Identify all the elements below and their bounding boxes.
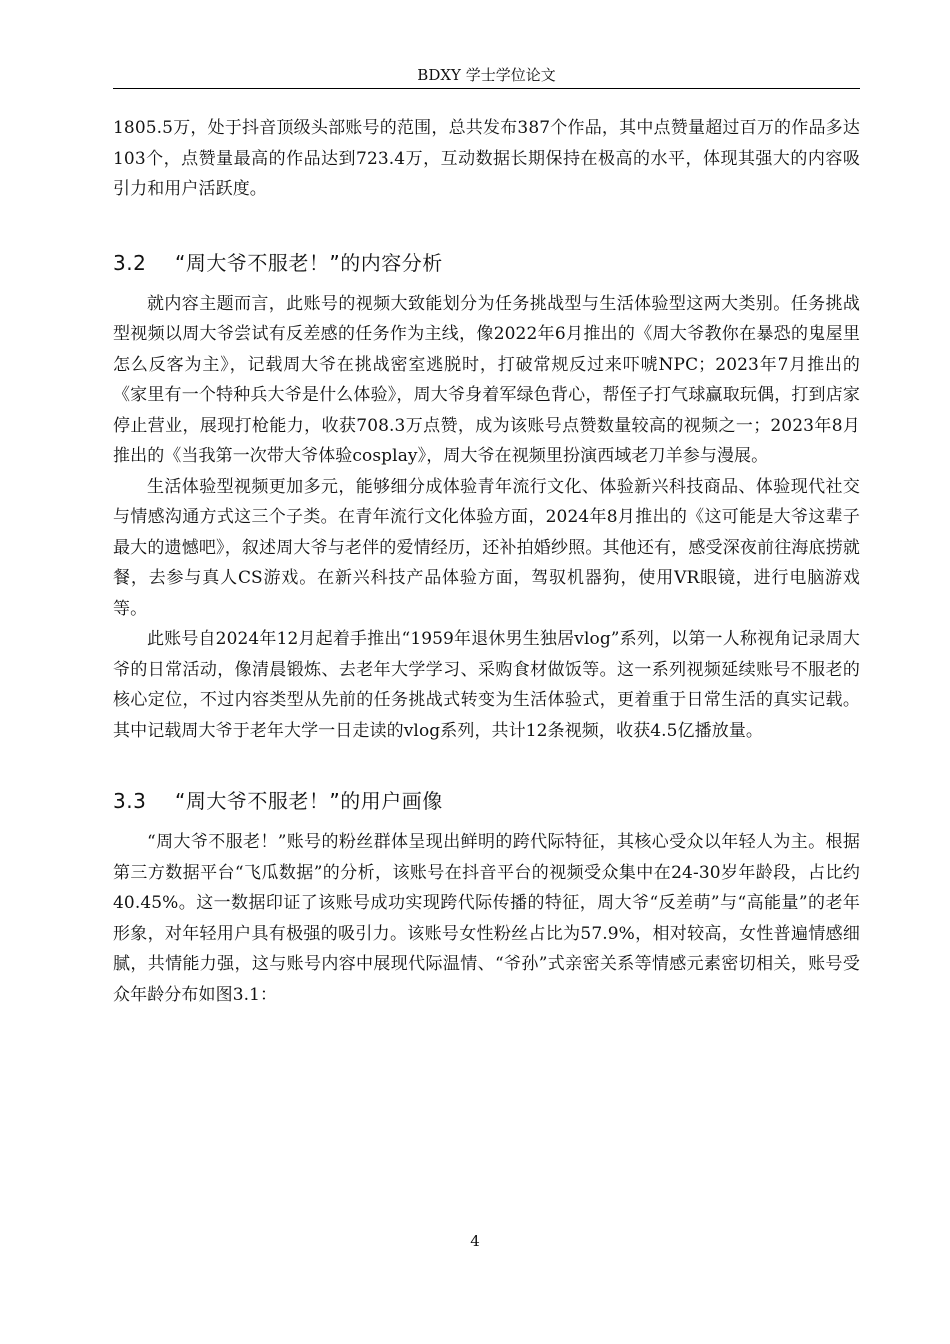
section-number: 3.2	[113, 250, 147, 275]
body-paragraph: 就内容主题而言，此账号的视频大致能划分为任务挑战型与生活体验型这两大类别。任务挑战型视频以周大爷尝试有反差感的任务作为主线，像2022年6月推出的《周大爷教你在暴恐的鬼屋里怎么反客为主》，记载周大爷在挑战密室逃脱时，打破常规反过来吓唬NPC；2023年7月推出的《家里有一个特种兵大爷是什么体验》，周大爷身着军绿色背心，帮侄子打气球赢取玩偶，打到店家停止营业，展现打枪能力，收获708.3万点赞，成为该账号点赞数量较高的视频之一；2023年8月推出的《当我第一次带大爷体验cosplay》，周大爷在视频里扮演西域老刀羊参与漫展。	[113, 293, 860, 466]
section-heading-3-2	[113, 248, 860, 278]
body-paragraph: 生活体验型视频更加多元，能够细分成体验青年流行文化、体验新兴科技商品、体验现代社交与情感沟通方式这三个子类。在青年流行文化体验方面，2024年8月推出的《这可能是大爷这辈子最大的遗憾吧》，叙述周大爷与老伴的爱情经历，还补拍婚纱照。其他还有，感受深夜前往海底捞就餐，去参与真人CS游戏。在新兴科技产品体验方面，驾驭机器狗，使用VR眼镜，进行电脑游戏等。	[113, 476, 860, 619]
section-heading-3-3	[113, 786, 860, 816]
header-rule	[113, 88, 860, 89]
body-paragraph: “周大爷不服老！”账号的粉丝群体呈现出鲜明的跨代际特征，其核心受众以年轻人为主。根据第三方数据平台“飞瓜数据”的分析，该账号在抖音平台的视频受众集中在24-30岁年龄段，占比约40.45%。这一数据印证了该账号成功实现跨代际传播的特征，周大爷“反差萌”与“高能量”的老年形象，对年轻用户具有极强的吸引力。该账号女性粉丝占比为57.9%，相对较高，女性普遍情感细腻，共情能力强，这与账号内容中展现代际温情、“爷孙”式亲密关系等情感元素密切相关，账号受众年龄分布如图3.1：	[113, 832, 860, 1005]
running-header: BDXY 学士学位论文	[417, 66, 556, 84]
intro-paragraph: 1805.5万，处于抖音顶级头部账号的范围，总共发布387个作品，其中点赞量超过百万的作品多达103个，点赞量最高的作品达到723.4万，互动数据长期保持在极高的水平，体现其强大的内容吸引力和用户活跃度。	[113, 118, 860, 199]
section-number: 3.3	[113, 789, 147, 813]
body-paragraph: 此账号自2024年12月起着手推出“1959年退休男生独居vlog”系列，以第一人称视角记录周大爷的日常活动，像清晨锻炼、去老年大学学习、采购食材做饭等。这一系列视频延续账号不服老的核心定位，不过内容类型从先前的任务挑战式转变为生活体验式，更着重于日常生活的真实记载。其中记载周大爷于老年大学一日走读的vlog系列，共计12条视频，收获4.5亿播放量。	[113, 629, 860, 741]
page-number: 4	[470, 1232, 480, 1250]
section-title: “周大爷不服老！”的用户画像	[175, 789, 443, 813]
section-title: “周大爷不服老！”的内容分析	[175, 250, 443, 275]
page-body	[113, 113, 860, 1010]
